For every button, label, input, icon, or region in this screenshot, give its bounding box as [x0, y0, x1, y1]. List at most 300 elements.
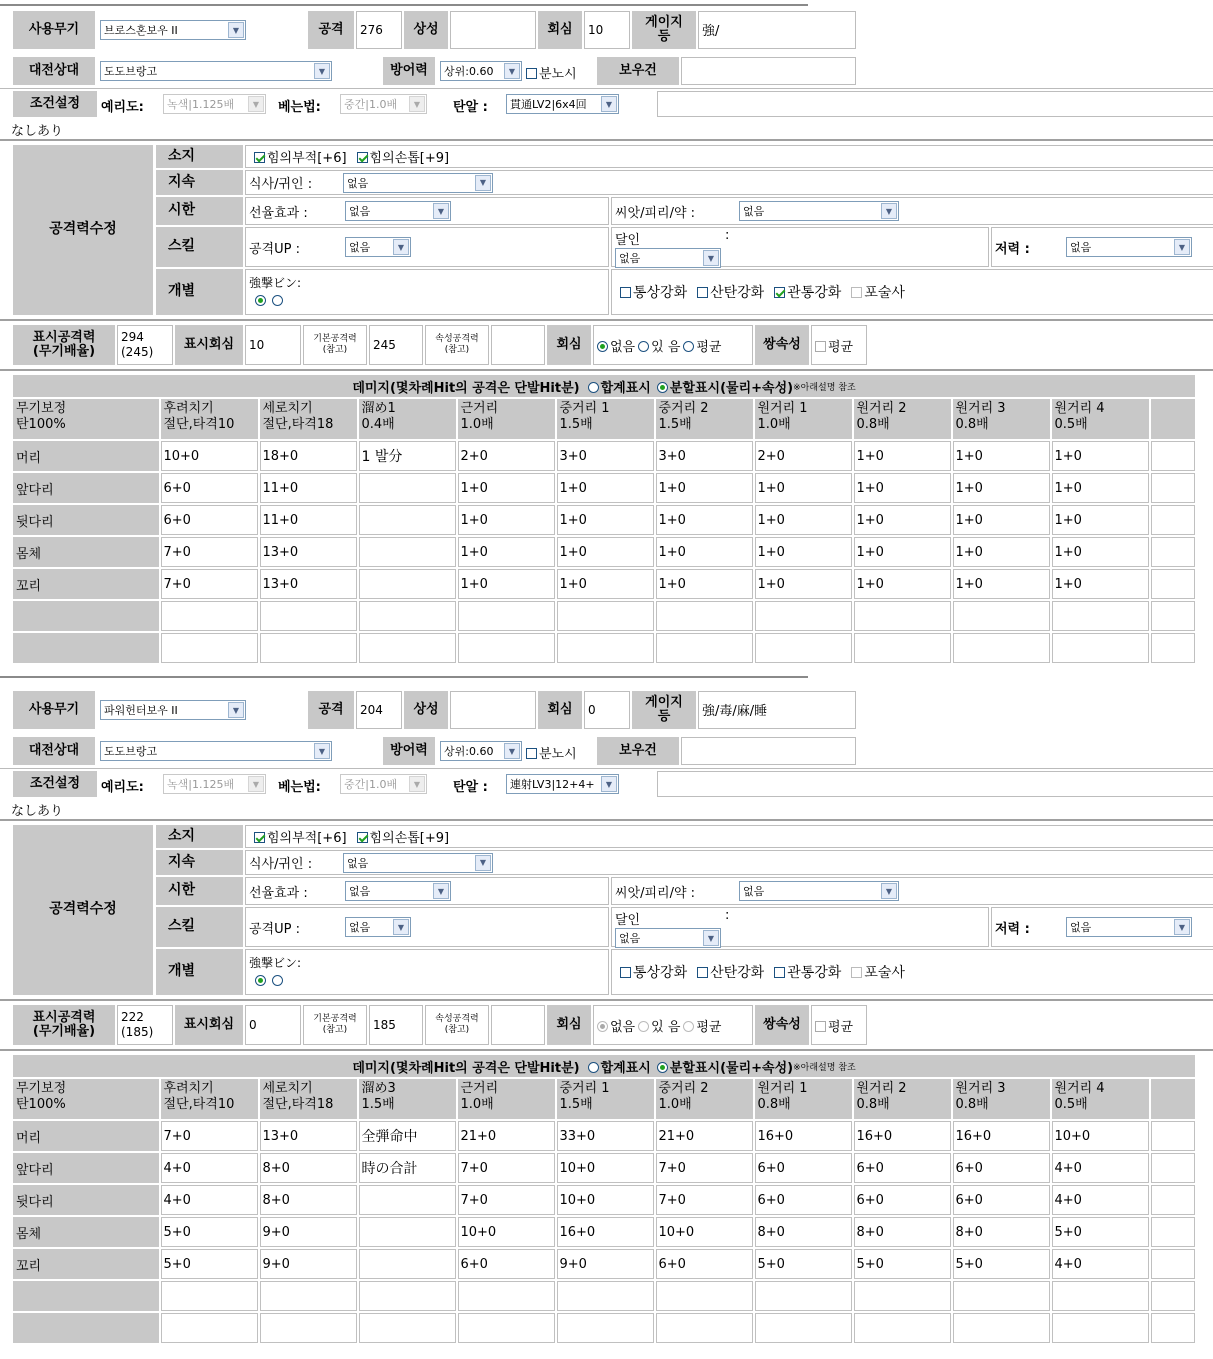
strongbin-radio-on[interactable]: [255, 975, 266, 986]
crit-opt-avg[interactable]: [683, 1016, 721, 1035]
gauge-value: 強/: [698, 11, 856, 49]
sharpness-label: 예리도:: [101, 780, 144, 795]
crit-radio-yes[interactable]: [638, 341, 649, 352]
sharpness-select[interactable]: [163, 774, 266, 794]
rage-option[interactable]: [526, 743, 577, 762]
column-header: 무기보정 탄100%: [13, 1079, 159, 1119]
crit-opt-none[interactable]: [597, 336, 635, 355]
pierce-label: 관통강화: [787, 965, 842, 981]
crit-value: 10: [584, 11, 630, 49]
crit-radio-none[interactable]: [597, 341, 608, 352]
song-value: 없음: [349, 205, 371, 218]
chevron-down-icon: ▼: [504, 63, 520, 79]
damage-cell: 8+0: [260, 1153, 357, 1183]
damage-cell: [1052, 633, 1149, 663]
damage-cell: [1151, 441, 1196, 471]
damage-cell: 1+0: [755, 569, 852, 599]
skill-label: 스킬: [156, 227, 243, 267]
damage-cell: 16+0: [755, 1121, 852, 1151]
damage-cell: 1+0: [755, 473, 852, 503]
damage-cell: 1+0: [953, 441, 1050, 471]
strongbin-label: 強撃ビン:: [249, 956, 302, 970]
double-checkbox[interactable]: [815, 341, 826, 352]
ammo-value: 貫通LV2|6x4回: [510, 98, 587, 111]
damage-cell: 1+0: [953, 569, 1050, 599]
crit-opt-yes[interactable]: [638, 1016, 680, 1035]
sharpness-label: 예리도:: [101, 100, 144, 115]
opponent-value: 도도브랑고: [104, 65, 158, 78]
song-label: 선율효과 :: [249, 885, 308, 901]
compat-label: 상성: [404, 11, 448, 49]
panel-separator: [0, 676, 808, 678]
elem-atk-value: [491, 1005, 545, 1045]
row-header: 꼬리: [13, 569, 159, 599]
divider: [0, 819, 1213, 821]
damage-cell: [1151, 1217, 1196, 1247]
damage-cell: 2+0: [755, 441, 852, 471]
pierce-checkbox[interactable]: [774, 287, 785, 298]
skill-label: 스킬: [156, 907, 243, 947]
damage-cell: [854, 1313, 951, 1343]
damage-cell: 7+0: [161, 1121, 258, 1151]
column-header: 원거리 3 0.8배: [953, 399, 1050, 439]
protect-value: [681, 57, 856, 85]
damage-cell: [359, 1185, 456, 1215]
base-atk-value: 245: [369, 325, 423, 365]
chevron-down-icon: ▼: [475, 175, 491, 191]
spread-option[interactable]: [697, 962, 764, 982]
chevron-down-icon: ▼: [314, 63, 330, 79]
sum-display-option[interactable]: [588, 1057, 651, 1076]
strongbin-label: 強撃ビン:: [249, 276, 302, 290]
master-label: 달인: [615, 233, 641, 248]
damage-cell: [656, 601, 753, 631]
ammo-select[interactable]: [506, 94, 619, 114]
damage-cell: [953, 1281, 1050, 1311]
atkup-select[interactable]: [345, 237, 411, 257]
own-1-checkbox[interactable]: [254, 832, 265, 843]
own-2-label: 힘의손톱[+9]: [369, 151, 450, 166]
nashi-text: なしあり: [11, 804, 64, 819]
chevron-down-icon: ▼: [504, 743, 520, 759]
skill-cell-1: [245, 907, 609, 947]
damage-cell: [359, 1249, 456, 1279]
chevron-down-icon: ▼: [475, 855, 491, 871]
atkup-label: 공격UP :: [249, 241, 300, 257]
gauge-label: 게이지 등: [632, 691, 696, 729]
own-2-label: 힘의손톱[+9]: [369, 831, 450, 846]
own-option-2[interactable]: [357, 147, 450, 166]
damage-cell: [161, 1281, 258, 1311]
elem-atk-value: [491, 325, 545, 365]
damage-cell: [854, 1281, 951, 1311]
defense-select[interactable]: [440, 61, 522, 81]
rage-checkbox[interactable]: [526, 748, 537, 759]
rage-label: 분노시: [539, 747, 577, 762]
damage-cell: [755, 601, 852, 631]
damage-cell: 1+0: [656, 473, 753, 503]
cut-value: 중간|1.0배: [344, 778, 398, 791]
strength-value: 없음: [1070, 921, 1092, 934]
damage-cell: [359, 1313, 456, 1343]
persist-cell: [245, 850, 1213, 875]
column-header: 세로치기 절단,타격18: [260, 399, 357, 439]
master-select[interactable]: [615, 928, 721, 948]
damage-cell: [1052, 1281, 1149, 1311]
cannon-checkbox[interactable]: [851, 967, 862, 978]
double-option[interactable]: [815, 1016, 853, 1035]
persist-cell: [245, 170, 1213, 195]
normal-option[interactable]: [620, 282, 687, 302]
spread-option[interactable]: [697, 282, 764, 302]
cannon-option[interactable]: [851, 962, 905, 982]
cut-label: 베는법:: [278, 780, 321, 795]
pierce-checkbox[interactable]: [774, 967, 785, 978]
crit-value: 0: [584, 691, 630, 729]
food-select[interactable]: [343, 173, 493, 193]
opponent-label: 대전상대: [13, 737, 95, 765]
split-display-option[interactable]: [657, 377, 793, 396]
row-header: 앞다리: [13, 473, 159, 503]
strongbin-radio-off[interactable]: [272, 295, 283, 306]
own-cell: [245, 825, 1213, 848]
normal-label: 통상강화: [633, 285, 688, 301]
skill-cell-2: [611, 227, 989, 267]
strongbin-radio-on[interactable]: [255, 295, 266, 306]
chevron-down-icon: ▼: [314, 743, 330, 759]
damage-cell: 6+0: [755, 1153, 852, 1183]
sum-display-label: 합계표시: [600, 380, 651, 396]
damage-cell: [260, 1313, 357, 1343]
damage-cell: 9+0: [260, 1249, 357, 1279]
defense-value: 상위:0.60: [444, 65, 494, 78]
row-header: [13, 601, 159, 631]
divider: [0, 88, 1213, 89]
damage-cell: 1+0: [557, 537, 654, 567]
condition-spare: [657, 91, 1213, 117]
chevron-down-icon: ▼: [248, 776, 264, 792]
damage-cell: 33+0: [557, 1121, 654, 1151]
damage-cell: 21+0: [458, 1121, 555, 1151]
damage-cell: 1+0: [458, 505, 555, 535]
row-header: [13, 1313, 159, 1343]
strongbin-radio-off[interactable]: [272, 975, 283, 986]
seed-select[interactable]: [739, 881, 899, 901]
damage-cell: 1+0: [854, 473, 951, 503]
defense-value: 상위:0.60: [444, 745, 494, 758]
damage-cell: [458, 633, 555, 663]
crit-radio-cell: [593, 1005, 753, 1045]
defense-select[interactable]: [440, 741, 522, 761]
weapon-cell: [97, 11, 306, 49]
weapon-label: 사용무기: [13, 11, 95, 49]
damage-cell: 1+0: [656, 505, 753, 535]
column-header: 원거리 2 0.8배: [854, 399, 951, 439]
sharpness-value: 녹색|1.125배: [167, 778, 235, 791]
damage-cell: [1052, 601, 1149, 631]
crit-opt-none[interactable]: [597, 1016, 635, 1035]
top-separator: [0, 4, 808, 6]
damage-note: ※아래설명 참조: [793, 382, 856, 393]
column-header: 근거리 1.0배: [458, 399, 555, 439]
damage-cell: [953, 633, 1050, 663]
column-header: 溜め1 0.4배: [359, 399, 456, 439]
own-2-checkbox[interactable]: [357, 152, 368, 163]
double-option[interactable]: [815, 336, 853, 355]
sum-display-radio[interactable]: [588, 382, 599, 393]
compat-label: 상성: [404, 691, 448, 729]
own-1-label: 힘의부적[+6]: [267, 831, 347, 846]
cannon-option[interactable]: [851, 282, 905, 302]
chevron-down-icon: ▼: [433, 883, 449, 899]
cut-select[interactable]: [340, 94, 427, 114]
header-row: [13, 1079, 1195, 1119]
double-cell: [811, 325, 867, 365]
damage-cell: [557, 633, 654, 663]
atkup-select[interactable]: [345, 917, 411, 937]
food-value: 없음: [347, 856, 369, 870]
cut-select[interactable]: [340, 774, 427, 794]
crit-label: 회심: [538, 11, 582, 49]
damage-cell: [1151, 473, 1196, 503]
timed-cell-2: [611, 877, 1213, 905]
base-atk-value: 185: [369, 1005, 423, 1045]
row-header: 뒷다리: [13, 505, 159, 535]
cannon-checkbox[interactable]: [851, 287, 862, 298]
damage-cell: [854, 633, 951, 663]
double-checkbox[interactable]: [815, 1021, 826, 1032]
damage-cell: 10+0: [557, 1185, 654, 1215]
damage-cell: 10+0: [656, 1217, 753, 1247]
own-option-2[interactable]: [357, 827, 450, 846]
row-header: 머리: [13, 441, 159, 471]
damage-cell: 1+0: [755, 505, 852, 535]
sum-display-option[interactable]: [588, 377, 651, 396]
food-value: 없음: [347, 176, 369, 190]
crit-radio-none[interactable]: [597, 1021, 608, 1032]
table-row: [13, 1121, 1195, 1151]
seed-label: 씨앗/피리/약 :: [615, 205, 696, 221]
damage-cell: 6+0: [854, 1185, 951, 1215]
food-select[interactable]: [343, 853, 493, 873]
damage-cell: 7+0: [656, 1153, 753, 1183]
damage-cell: 16+0: [953, 1121, 1050, 1151]
pierce-option[interactable]: [774, 282, 841, 302]
column-header: 무기보정 탄100%: [13, 399, 159, 439]
table-row: [13, 1153, 1195, 1183]
master-value: 없음: [619, 252, 641, 265]
rage-option[interactable]: [526, 63, 577, 82]
damage-cell: 6+0: [161, 505, 258, 535]
disp-crit-value: 10: [245, 325, 301, 365]
damage-cell: 1+0: [458, 569, 555, 599]
damage-cell: 4+0: [1052, 1185, 1149, 1215]
damage-cell: 1+0: [953, 505, 1050, 535]
opponent-cell: [97, 57, 379, 85]
damage-cell: 1+0: [854, 569, 951, 599]
base-atk-label: 기본공격력 (참고): [303, 1005, 367, 1045]
damage-cell: [854, 601, 951, 631]
damage-cell: 6+0: [755, 1185, 852, 1215]
chevron-down-icon: ▼: [393, 239, 409, 255]
song-select[interactable]: [345, 881, 451, 901]
strength-select[interactable]: [1066, 237, 1192, 257]
damage-cell: [656, 633, 753, 663]
damage-cell: 1+0: [1052, 505, 1149, 535]
condition-label: 조건설정: [13, 771, 97, 797]
own-option-1[interactable]: [254, 147, 347, 166]
damage-cell: [458, 601, 555, 631]
damage-cell: 8+0: [953, 1217, 1050, 1247]
chevron-down-icon: ▼: [1174, 239, 1190, 255]
damage-cell: 1+0: [1052, 569, 1149, 599]
normal-option[interactable]: [620, 962, 687, 982]
opponent-select[interactable]: [100, 741, 332, 761]
double-opt-label: 평균: [828, 339, 854, 355]
timed-cell-1: [245, 877, 609, 905]
damage-cell: 5+0: [854, 1249, 951, 1279]
damage-cell: [1151, 1281, 1196, 1311]
table-row: [13, 1217, 1195, 1247]
atkup-value: 없음: [349, 241, 371, 254]
damage-cell: 1+0: [458, 537, 555, 567]
damage-cell: [1151, 1249, 1196, 1279]
weapon-select[interactable]: [100, 700, 246, 720]
chevron-down-icon: ▼: [409, 96, 425, 112]
spread-checkbox[interactable]: [697, 287, 708, 298]
damage-cell: 1+0: [1052, 441, 1149, 471]
timed-label: 시한: [156, 197, 243, 225]
skill-cell-3: [991, 227, 1213, 267]
damage-cell: [1151, 569, 1196, 599]
crit-opt-yes[interactable]: [638, 336, 680, 355]
nashi-text: なしあり: [11, 124, 64, 139]
column-header: 후려치기 절단,타격10: [161, 1079, 258, 1119]
chevron-down-icon: ▼: [228, 702, 244, 718]
damage-cell: [161, 1313, 258, 1343]
rage-label: 분노시: [539, 67, 577, 82]
damage-cell: [260, 601, 357, 631]
timed-label: 시한: [156, 877, 243, 905]
own-option-1[interactable]: [254, 827, 347, 846]
master-colon: :: [725, 228, 730, 243]
timed-cell-1: [245, 197, 609, 225]
damage-cell: 1+0: [854, 441, 951, 471]
damage-cell: [359, 601, 456, 631]
normal-checkbox[interactable]: [620, 967, 631, 978]
spread-checkbox[interactable]: [697, 967, 708, 978]
own-1-label: 힘의부적[+6]: [267, 151, 347, 166]
split-display-radio[interactable]: [657, 382, 668, 393]
sum-display-radio[interactable]: [588, 1062, 599, 1073]
damage-cell: 5+0: [161, 1249, 258, 1279]
damage-cell: 10+0: [1052, 1121, 1149, 1151]
damage-cell: [755, 633, 852, 663]
damage-cell: [1151, 601, 1196, 631]
sharpness-value: 녹색|1.125배: [167, 98, 235, 111]
crit-opt-avg[interactable]: [683, 336, 721, 355]
ammo-value: 連射LV3|12+4+: [510, 778, 595, 791]
split-display-label: 분할표시(물리+속성): [669, 1060, 794, 1076]
strength-label: 저력 :: [995, 241, 1030, 257]
weapon-select[interactable]: [100, 20, 246, 40]
damage-cell: 1+0: [557, 569, 654, 599]
damage-cell: 10+0: [557, 1153, 654, 1183]
crit-radio-yes[interactable]: [638, 1021, 649, 1032]
ammo-select[interactable]: [506, 774, 619, 794]
own-1-checkbox[interactable]: [254, 152, 265, 163]
crit-radio-avg[interactable]: [683, 341, 694, 352]
defense-label: 방어력: [383, 57, 435, 85]
opponent-cell: [97, 737, 379, 765]
damage-cell: [557, 601, 654, 631]
damage-cell: 1+0: [953, 473, 1050, 503]
food-label: 식사/귀인 :: [249, 177, 313, 192]
damage-cell: 7+0: [656, 1185, 753, 1215]
indiv-label: 개별: [156, 269, 243, 315]
row-header: 몸체: [13, 537, 159, 567]
damage-title: [13, 1055, 1195, 1077]
defense-label: 방어력: [383, 737, 435, 765]
rage-checkbox[interactable]: [526, 68, 537, 79]
damage-cell: [1151, 1121, 1196, 1151]
damage-cell: 1+0: [458, 473, 555, 503]
normal-checkbox[interactable]: [620, 287, 631, 298]
row-header: [13, 633, 159, 663]
column-header: 중거리 2 1.5배: [656, 399, 753, 439]
damage-cell: [1151, 1185, 1196, 1215]
seed-select[interactable]: [739, 201, 899, 221]
own-2-checkbox[interactable]: [357, 832, 368, 843]
chevron-down-icon: ▼: [601, 96, 617, 112]
opponent-select[interactable]: [100, 61, 332, 81]
sharpness-select[interactable]: [163, 94, 266, 114]
persist-label: 지속: [156, 850, 243, 875]
damage-cell: [1151, 1313, 1196, 1343]
cannon-label: 포술사: [864, 965, 905, 981]
crit-radio-cell: [593, 325, 753, 365]
song-select[interactable]: [345, 201, 451, 221]
damage-cell: 10+0: [458, 1217, 555, 1247]
indiv-cell-1: [245, 269, 609, 315]
cannon-label: 포술사: [864, 285, 905, 301]
row-header: 머리: [13, 1121, 159, 1151]
master-select[interactable]: [615, 248, 721, 268]
opponent-label: 대전상대: [13, 57, 95, 85]
table-row: [13, 633, 1195, 663]
damage-cell: [656, 1313, 753, 1343]
divider: [0, 139, 1213, 141]
table-row: [13, 1313, 1195, 1343]
crit-radio-avg[interactable]: [683, 1021, 694, 1032]
weapon-label: 사용무기: [13, 691, 95, 729]
attack-label: 공격: [308, 691, 354, 729]
pierce-option[interactable]: [774, 962, 841, 982]
damage-table: [11, 397, 1197, 665]
damage-cell: 1+0: [1052, 473, 1149, 503]
split-display-option[interactable]: [657, 1057, 793, 1076]
strength-select[interactable]: [1066, 917, 1192, 937]
disp-atk-label: 표시공격력 (무기배율): [13, 1005, 115, 1045]
damage-cell: [359, 505, 456, 535]
atkmod-label: 공격력수정: [13, 145, 153, 315]
atkup-value: 없음: [349, 921, 371, 934]
attack-label: 공격: [308, 11, 354, 49]
damage-cell: 1+0: [854, 537, 951, 567]
divider: [0, 1049, 1213, 1051]
compat-value: [450, 691, 536, 729]
split-display-radio[interactable]: [657, 1062, 668, 1073]
